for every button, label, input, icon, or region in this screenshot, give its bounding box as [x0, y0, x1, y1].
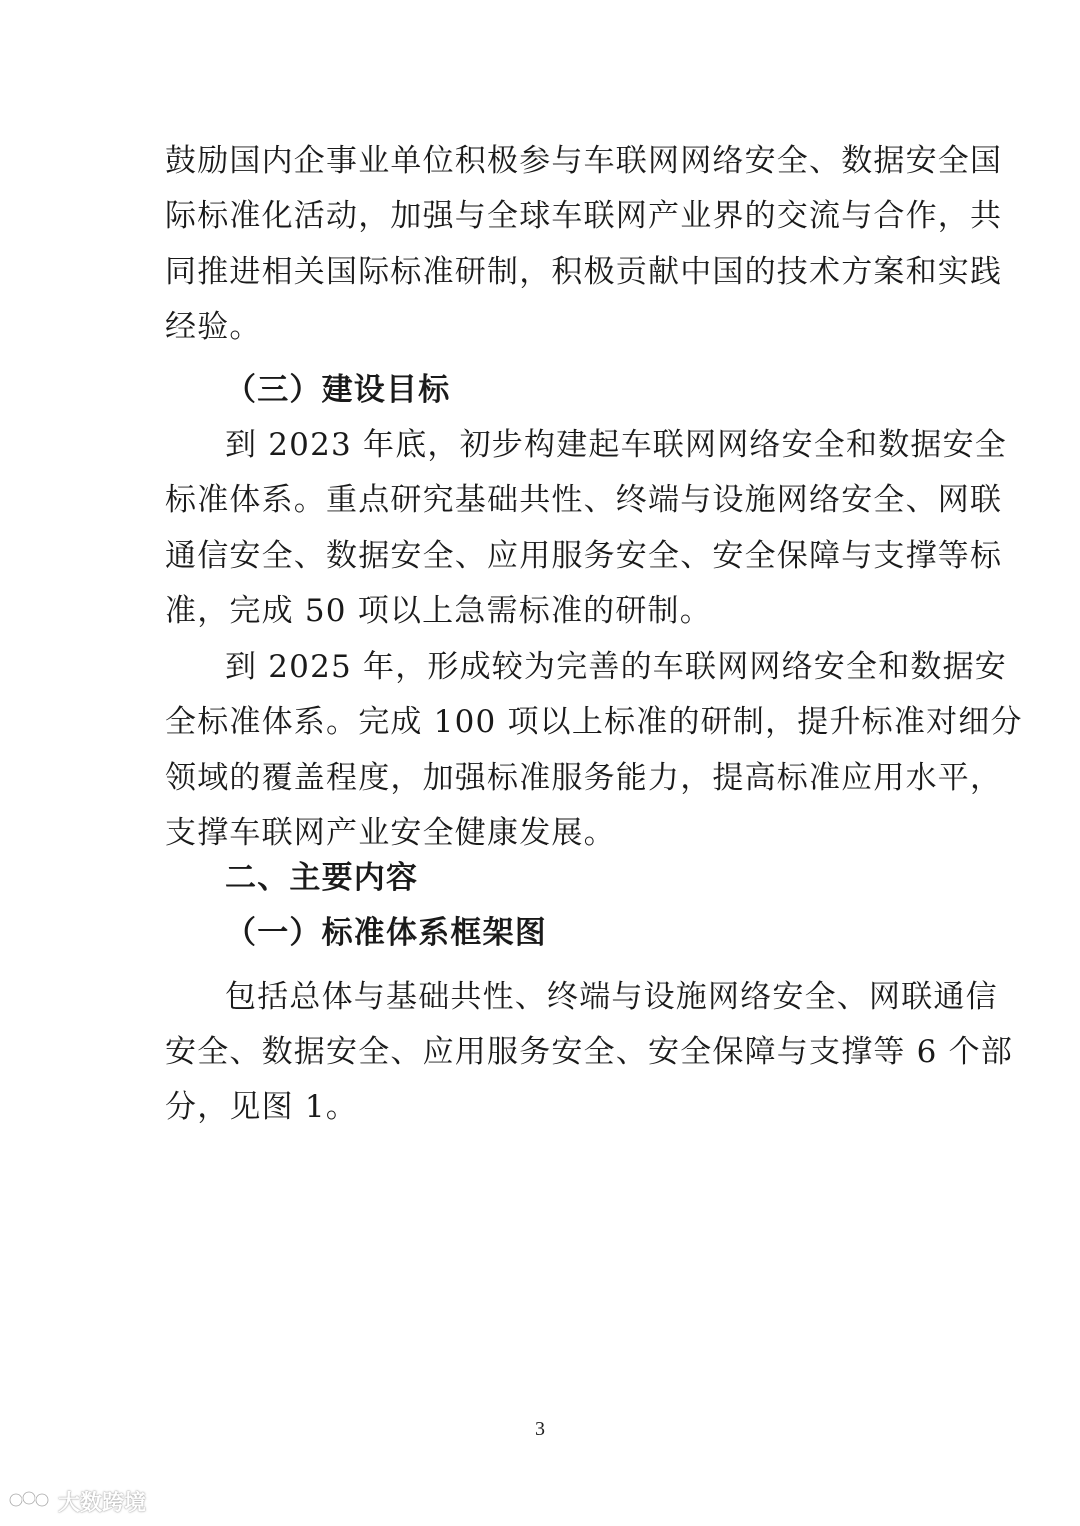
- page-number: 3: [535, 1418, 545, 1440]
- watermark: [8, 1486, 146, 1517]
- text-line: 全标准体系。完成 100 项以上标准的研制，提升标准对细分: [165, 704, 1023, 740]
- text-line: 鼓励国内企事业单位积极参与车联网网络安全、数据安全国: [165, 143, 1003, 179]
- section-heading-framework: （一）标准体系框架图: [225, 915, 547, 951]
- text-line: 同推进相关国际标准研制，积极贡献中国的技术方案和实践: [165, 254, 1003, 290]
- text-line: 经验。: [165, 309, 262, 345]
- text-line: 包括总体与基础共性、终端与设施网络安全、网联通信: [225, 979, 998, 1015]
- text-line: 际标准化活动，加强与全球车联网产业界的交流与合作，共: [165, 198, 1003, 234]
- text-line: 安全、数据安全、应用服务安全、安全保障与支撑等 6 个部: [165, 1034, 1014, 1070]
- text-line: 到 2023 年底，初步构建起车联网网络安全和数据安全: [225, 427, 1007, 463]
- section-heading-main-content: 二、主要内容: [225, 860, 419, 896]
- section-heading-goals: （三）建设目标: [225, 372, 451, 408]
- watermark-text: 大数跨境: [58, 1491, 147, 1516]
- text-line: 分，见图 1。: [165, 1089, 358, 1125]
- logo-icon: [8, 1487, 52, 1517]
- text-line: 到 2025 年，形成较为完善的车联网网络安全和数据安: [225, 649, 1007, 685]
- text-line: 领域的覆盖程度，加强标准服务能力，提高标准应用水平，: [165, 760, 1003, 796]
- text-line: 标准体系。重点研究基础共性、终端与设施网络安全、网联: [165, 482, 1003, 518]
- text-line: 支撑车联网产业安全健康发展。: [165, 815, 616, 851]
- text-line: 通信安全、数据安全、应用服务安全、安全保障与支撑等标: [165, 538, 1003, 574]
- text-line: 准，完成 50 项以上急需标准的研制。: [165, 593, 712, 629]
